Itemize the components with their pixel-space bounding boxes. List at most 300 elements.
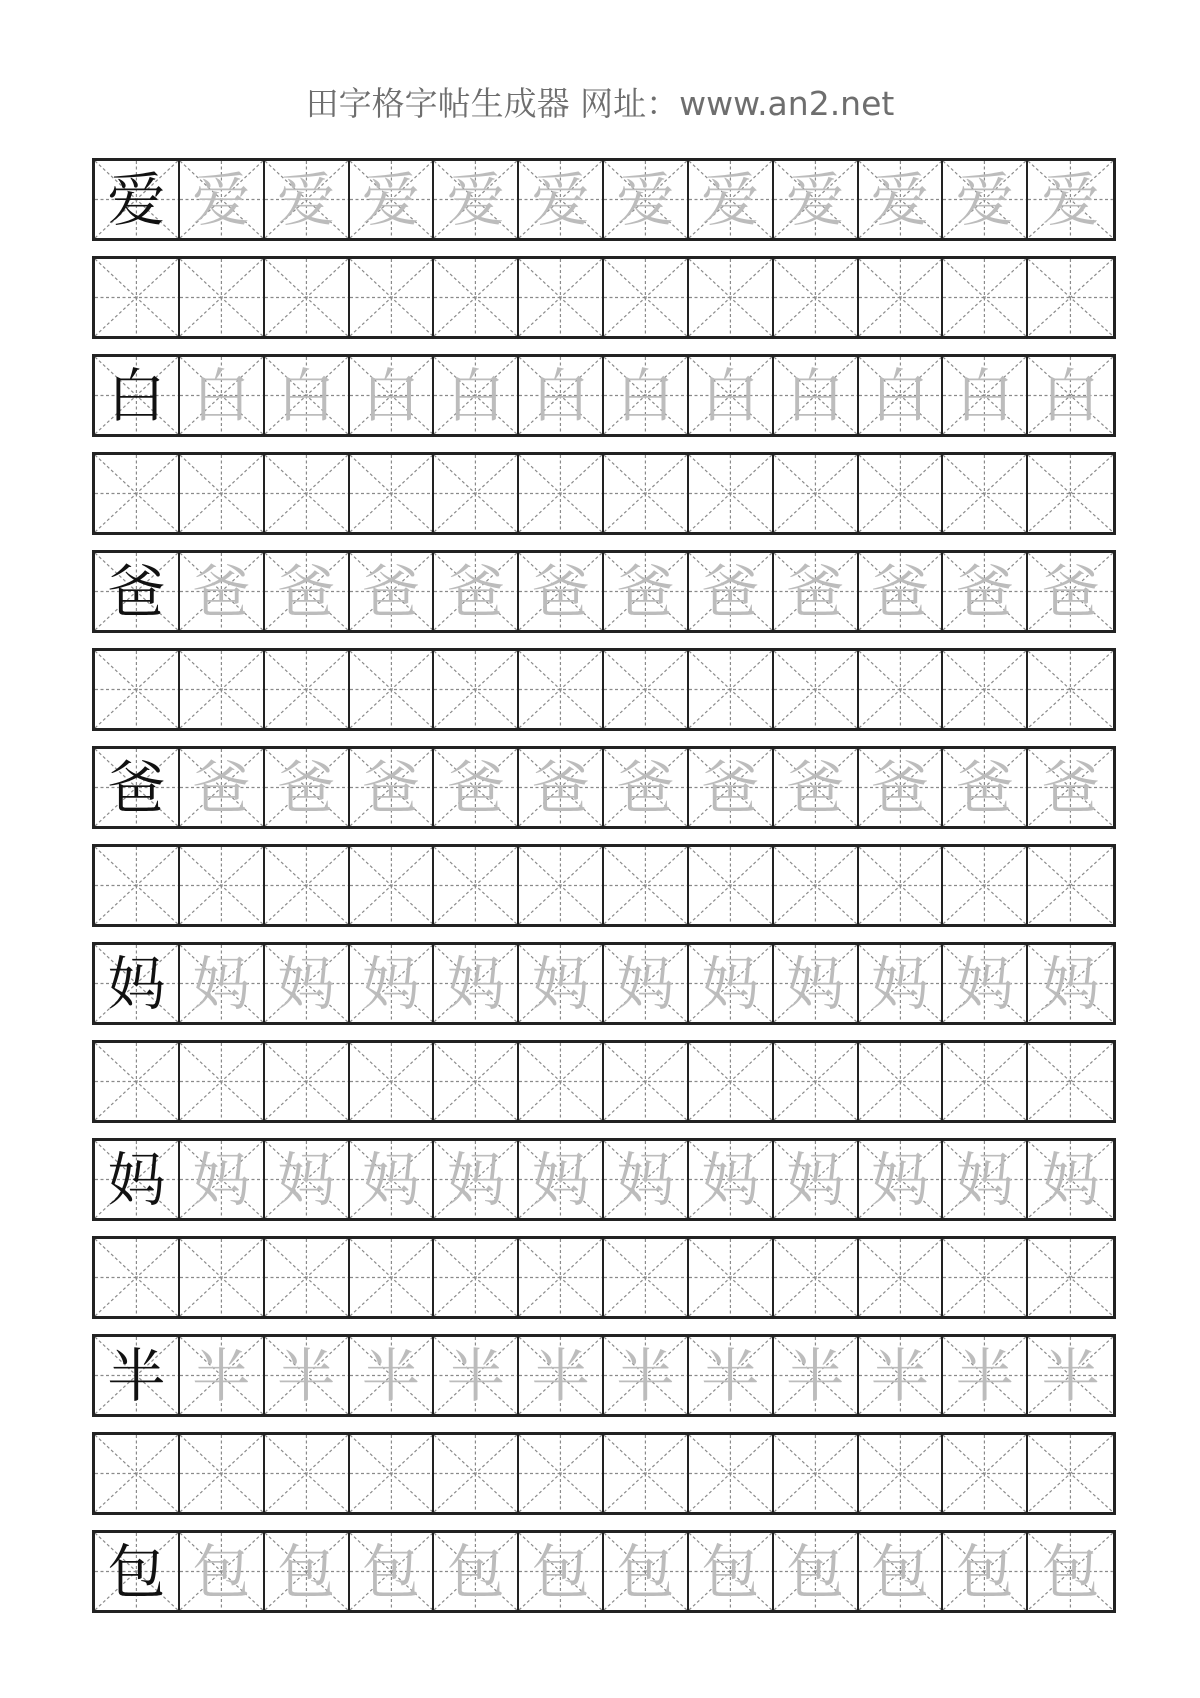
trace-character: 包 bbox=[192, 1537, 251, 1606]
model-character: 爱 bbox=[107, 165, 166, 234]
trace-character: 妈 bbox=[192, 949, 251, 1018]
grid-cell bbox=[350, 1435, 435, 1512]
cell-guide-lines bbox=[180, 1043, 263, 1120]
grid-cell bbox=[859, 1141, 944, 1218]
trace-character: 爱 bbox=[870, 165, 929, 234]
grid-cell bbox=[943, 1141, 1028, 1218]
cell-guide-lines bbox=[689, 455, 772, 532]
grid-cell bbox=[774, 1337, 859, 1414]
trace-character: 半 bbox=[1041, 1341, 1100, 1410]
trace-character: 包 bbox=[361, 1537, 420, 1606]
cell-guide-lines bbox=[434, 651, 517, 728]
grid-cell bbox=[95, 1533, 180, 1610]
grid-cell bbox=[604, 1043, 689, 1120]
grid-cell bbox=[859, 945, 944, 1022]
grid-cell bbox=[604, 945, 689, 1022]
cell-guide-lines bbox=[774, 1043, 857, 1120]
grid-cell bbox=[1028, 1337, 1113, 1414]
grid-cell bbox=[859, 847, 944, 924]
grid-cell bbox=[1028, 259, 1113, 336]
blank-practice-row bbox=[92, 648, 1116, 731]
grid-cell bbox=[774, 945, 859, 1022]
trace-character: 妈 bbox=[361, 1145, 420, 1214]
trace-character: 包 bbox=[701, 1537, 760, 1606]
trace-character: 爱 bbox=[955, 165, 1014, 234]
grid-cell bbox=[689, 1435, 774, 1512]
cell-guide-lines bbox=[434, 1239, 517, 1316]
cell-guide-lines bbox=[943, 1043, 1026, 1120]
grid-cell bbox=[265, 1337, 350, 1414]
grid-cell bbox=[434, 1141, 519, 1218]
trace-character: 包 bbox=[1041, 1537, 1100, 1606]
grid-cell bbox=[943, 1043, 1028, 1120]
trace-character: 白 bbox=[701, 361, 760, 430]
cell-guide-lines bbox=[604, 1239, 687, 1316]
grid-cell bbox=[265, 455, 350, 532]
trace-character: 妈 bbox=[1041, 1145, 1100, 1214]
practice-row bbox=[92, 1530, 1116, 1613]
grid-cell bbox=[519, 847, 604, 924]
cell-guide-lines bbox=[350, 651, 433, 728]
grid-cell bbox=[180, 161, 265, 238]
grid-cell bbox=[434, 1435, 519, 1512]
grid-cell bbox=[689, 161, 774, 238]
cell-guide-lines bbox=[1028, 847, 1113, 924]
cell-guide-lines bbox=[519, 1435, 602, 1512]
grid-cell bbox=[604, 1239, 689, 1316]
trace-character: 半 bbox=[870, 1341, 929, 1410]
grid-cell bbox=[774, 749, 859, 826]
trace-character: 妈 bbox=[531, 949, 590, 1018]
grid-cell bbox=[774, 357, 859, 434]
trace-character: 爸 bbox=[1041, 557, 1100, 626]
practice-row bbox=[92, 1138, 1116, 1221]
grid-cell bbox=[265, 161, 350, 238]
cell-guide-lines bbox=[519, 1043, 602, 1120]
grid-cell bbox=[859, 1239, 944, 1316]
trace-character: 爸 bbox=[701, 557, 760, 626]
model-character: 妈 bbox=[107, 949, 166, 1018]
grid-cell bbox=[519, 1043, 604, 1120]
cell-guide-lines bbox=[95, 259, 178, 336]
trace-character: 白 bbox=[361, 361, 420, 430]
grid-cell bbox=[689, 945, 774, 1022]
cell-guide-lines bbox=[265, 1043, 348, 1120]
grid-cell bbox=[434, 945, 519, 1022]
cell-guide-lines bbox=[943, 1435, 1026, 1512]
grid-cell bbox=[774, 1435, 859, 1512]
cell-guide-lines bbox=[350, 455, 433, 532]
model-character: 白 bbox=[107, 361, 166, 430]
trace-character: 妈 bbox=[1041, 949, 1100, 1018]
grid-cell bbox=[350, 553, 435, 630]
cell-guide-lines bbox=[859, 455, 942, 532]
cell-guide-lines bbox=[434, 1043, 517, 1120]
trace-character: 爸 bbox=[786, 753, 845, 822]
cell-guide-lines bbox=[774, 1435, 857, 1512]
trace-character: 爸 bbox=[446, 753, 505, 822]
trace-character: 爸 bbox=[870, 753, 929, 822]
trace-character: 妈 bbox=[192, 1145, 251, 1214]
cell-guide-lines bbox=[95, 847, 178, 924]
cell-guide-lines bbox=[265, 1435, 348, 1512]
grid-cell bbox=[519, 1533, 604, 1610]
grid-cell bbox=[859, 259, 944, 336]
trace-character: 白 bbox=[531, 361, 590, 430]
grid-cell bbox=[943, 1337, 1028, 1414]
grid-cell bbox=[350, 1337, 435, 1414]
grid-cell bbox=[95, 945, 180, 1022]
trace-character: 爸 bbox=[192, 753, 251, 822]
cell-guide-lines bbox=[519, 1239, 602, 1316]
cell-guide-lines bbox=[943, 651, 1026, 728]
trace-character: 半 bbox=[955, 1341, 1014, 1410]
cell-guide-lines bbox=[434, 1435, 517, 1512]
cell-guide-lines bbox=[265, 455, 348, 532]
cell-guide-lines bbox=[350, 1239, 433, 1316]
grid-cell bbox=[519, 1141, 604, 1218]
cell-guide-lines bbox=[689, 1435, 772, 1512]
cell-guide-lines bbox=[859, 1043, 942, 1120]
cell-guide-lines bbox=[943, 1239, 1026, 1316]
grid-cell bbox=[943, 847, 1028, 924]
grid-cell bbox=[95, 1337, 180, 1414]
grid-cell bbox=[519, 1435, 604, 1512]
grid-cell bbox=[1028, 357, 1113, 434]
grid-cell bbox=[943, 357, 1028, 434]
cell-guide-lines bbox=[180, 455, 263, 532]
grid-cell bbox=[434, 651, 519, 728]
trace-character: 白 bbox=[786, 361, 845, 430]
grid-cell bbox=[689, 455, 774, 532]
grid-cell bbox=[350, 1533, 435, 1610]
cell-guide-lines bbox=[180, 1239, 263, 1316]
grid-cell bbox=[265, 847, 350, 924]
trace-character: 妈 bbox=[361, 949, 420, 1018]
cell-guide-lines bbox=[180, 1435, 263, 1512]
cell-guide-lines bbox=[1028, 1435, 1113, 1512]
trace-character: 半 bbox=[361, 1341, 420, 1410]
practice-row bbox=[92, 746, 1116, 829]
grid-cell bbox=[434, 161, 519, 238]
grid-cell bbox=[943, 1435, 1028, 1512]
cell-guide-lines bbox=[859, 259, 942, 336]
trace-character: 爸 bbox=[361, 557, 420, 626]
grid-cell bbox=[265, 1141, 350, 1218]
trace-character: 爸 bbox=[277, 557, 336, 626]
trace-character: 包 bbox=[277, 1537, 336, 1606]
grid-cell bbox=[265, 749, 350, 826]
grid-cell bbox=[1028, 1435, 1113, 1512]
grid-cell bbox=[1028, 749, 1113, 826]
cell-guide-lines bbox=[95, 1043, 178, 1120]
trace-character: 妈 bbox=[277, 949, 336, 1018]
grid-cell bbox=[519, 1239, 604, 1316]
grid-cell bbox=[774, 847, 859, 924]
grid-cell bbox=[604, 1435, 689, 1512]
grid-cell bbox=[180, 1533, 265, 1610]
grid-cell bbox=[519, 1337, 604, 1414]
grid-cell bbox=[1028, 1239, 1113, 1316]
cell-guide-lines bbox=[774, 455, 857, 532]
grid-cell bbox=[1028, 1043, 1113, 1120]
grid-cell bbox=[943, 945, 1028, 1022]
cell-guide-lines bbox=[604, 651, 687, 728]
cell-guide-lines bbox=[689, 259, 772, 336]
practice-row bbox=[92, 942, 1116, 1025]
grid-cell bbox=[95, 357, 180, 434]
grid-cell bbox=[434, 553, 519, 630]
grid-cell bbox=[774, 455, 859, 532]
grid-cell bbox=[350, 455, 435, 532]
grid-cell bbox=[350, 749, 435, 826]
practice-grid bbox=[92, 158, 1116, 1628]
grid-cell bbox=[859, 1337, 944, 1414]
grid-cell bbox=[604, 1141, 689, 1218]
grid-cell bbox=[180, 1043, 265, 1120]
trace-character: 爱 bbox=[1041, 165, 1100, 234]
trace-character: 妈 bbox=[616, 1145, 675, 1214]
grid-cell bbox=[180, 1435, 265, 1512]
grid-cell bbox=[943, 1239, 1028, 1316]
grid-cell bbox=[689, 847, 774, 924]
grid-cell bbox=[95, 847, 180, 924]
trace-character: 爱 bbox=[531, 165, 590, 234]
cell-guide-lines bbox=[265, 259, 348, 336]
trace-character: 爸 bbox=[870, 557, 929, 626]
trace-character: 爸 bbox=[1041, 753, 1100, 822]
trace-character: 爱 bbox=[361, 165, 420, 234]
grid-cell bbox=[350, 1239, 435, 1316]
cell-guide-lines bbox=[434, 847, 517, 924]
grid-cell bbox=[180, 1141, 265, 1218]
grid-cell bbox=[689, 749, 774, 826]
grid-cell bbox=[180, 1337, 265, 1414]
blank-practice-row bbox=[92, 452, 1116, 535]
cell-guide-lines bbox=[180, 847, 263, 924]
cell-guide-lines bbox=[859, 847, 942, 924]
cell-guide-lines bbox=[95, 1239, 178, 1316]
cell-guide-lines bbox=[1028, 455, 1113, 532]
trace-character: 爱 bbox=[192, 165, 251, 234]
grid-cell bbox=[265, 259, 350, 336]
trace-character: 妈 bbox=[786, 1145, 845, 1214]
trace-character: 妈 bbox=[531, 1145, 590, 1214]
trace-character: 妈 bbox=[955, 1145, 1014, 1214]
grid-cell bbox=[689, 259, 774, 336]
grid-cell bbox=[1028, 161, 1113, 238]
cell-guide-lines bbox=[859, 651, 942, 728]
practice-row bbox=[92, 354, 1116, 437]
page-title: 田字格字帖生成器 网址：www.an2.net bbox=[305, 84, 895, 123]
grid-cell bbox=[689, 1239, 774, 1316]
cell-guide-lines bbox=[519, 455, 602, 532]
grid-cell bbox=[265, 1435, 350, 1512]
cell-guide-lines bbox=[689, 1043, 772, 1120]
trace-character: 爸 bbox=[786, 557, 845, 626]
grid-cell bbox=[519, 357, 604, 434]
cell-guide-lines bbox=[95, 455, 178, 532]
grid-cell bbox=[95, 1141, 180, 1218]
grid-cell bbox=[434, 1337, 519, 1414]
cell-guide-lines bbox=[604, 259, 687, 336]
cell-guide-lines bbox=[180, 259, 263, 336]
grid-cell bbox=[604, 847, 689, 924]
cell-guide-lines bbox=[350, 1043, 433, 1120]
trace-character: 白 bbox=[1041, 361, 1100, 430]
grid-cell bbox=[859, 357, 944, 434]
cell-guide-lines bbox=[350, 1435, 433, 1512]
grid-cell bbox=[689, 357, 774, 434]
blank-practice-row bbox=[92, 1432, 1116, 1515]
cell-guide-lines bbox=[604, 1435, 687, 1512]
grid-cell bbox=[519, 259, 604, 336]
trace-character: 包 bbox=[531, 1537, 590, 1606]
grid-cell bbox=[774, 1043, 859, 1120]
grid-cell bbox=[859, 1435, 944, 1512]
grid-cell bbox=[604, 749, 689, 826]
model-character: 包 bbox=[107, 1537, 166, 1606]
grid-cell bbox=[774, 1141, 859, 1218]
cell-guide-lines bbox=[350, 259, 433, 336]
grid-cell bbox=[95, 259, 180, 336]
grid-cell bbox=[519, 749, 604, 826]
trace-character: 爱 bbox=[701, 165, 760, 234]
grid-cell bbox=[519, 161, 604, 238]
grid-cell bbox=[350, 1043, 435, 1120]
grid-cell bbox=[180, 749, 265, 826]
grid-cell bbox=[859, 1043, 944, 1120]
grid-cell bbox=[943, 651, 1028, 728]
cell-guide-lines bbox=[774, 651, 857, 728]
trace-character: 爸 bbox=[531, 557, 590, 626]
grid-cell bbox=[265, 651, 350, 728]
trace-character: 白 bbox=[870, 361, 929, 430]
cell-guide-lines bbox=[1028, 1043, 1113, 1120]
grid-cell bbox=[95, 1239, 180, 1316]
trace-character: 半 bbox=[446, 1341, 505, 1410]
grid-cell bbox=[1028, 847, 1113, 924]
grid-cell bbox=[943, 749, 1028, 826]
grid-cell bbox=[265, 945, 350, 1022]
grid-cell bbox=[604, 651, 689, 728]
trace-character: 妈 bbox=[870, 949, 929, 1018]
grid-cell bbox=[265, 553, 350, 630]
grid-cell bbox=[1028, 553, 1113, 630]
trace-character: 包 bbox=[955, 1537, 1014, 1606]
trace-character: 半 bbox=[701, 1341, 760, 1410]
grid-cell bbox=[604, 1533, 689, 1610]
grid-cell bbox=[519, 455, 604, 532]
grid-cell bbox=[95, 749, 180, 826]
grid-cell bbox=[859, 161, 944, 238]
trace-character: 半 bbox=[192, 1341, 251, 1410]
grid-cell bbox=[943, 553, 1028, 630]
cell-guide-lines bbox=[434, 259, 517, 336]
trace-character: 爸 bbox=[955, 557, 1014, 626]
grid-cell bbox=[350, 357, 435, 434]
trace-character: 半 bbox=[277, 1341, 336, 1410]
trace-character: 妈 bbox=[277, 1145, 336, 1214]
cell-guide-lines bbox=[519, 651, 602, 728]
grid-cell bbox=[604, 161, 689, 238]
grid-cell bbox=[265, 1533, 350, 1610]
practice-row bbox=[92, 550, 1116, 633]
grid-cell bbox=[180, 259, 265, 336]
grid-cell bbox=[180, 553, 265, 630]
cell-guide-lines bbox=[265, 1239, 348, 1316]
grid-cell bbox=[519, 651, 604, 728]
cell-guide-lines bbox=[1028, 1239, 1113, 1316]
grid-cell bbox=[434, 1043, 519, 1120]
trace-character: 白 bbox=[192, 361, 251, 430]
trace-character: 半 bbox=[531, 1341, 590, 1410]
grid-cell bbox=[774, 259, 859, 336]
grid-cell bbox=[774, 651, 859, 728]
grid-cell bbox=[689, 651, 774, 728]
trace-character: 半 bbox=[616, 1341, 675, 1410]
grid-cell bbox=[774, 553, 859, 630]
grid-cell bbox=[350, 161, 435, 238]
grid-cell bbox=[604, 455, 689, 532]
grid-cell bbox=[434, 455, 519, 532]
grid-cell bbox=[943, 1533, 1028, 1610]
grid-cell bbox=[180, 847, 265, 924]
trace-character: 妈 bbox=[616, 949, 675, 1018]
trace-character: 爸 bbox=[531, 753, 590, 822]
grid-cell bbox=[859, 1533, 944, 1610]
grid-cell bbox=[180, 455, 265, 532]
cell-guide-lines bbox=[689, 651, 772, 728]
trace-character: 爸 bbox=[446, 557, 505, 626]
grid-cell bbox=[604, 357, 689, 434]
cell-guide-lines bbox=[689, 1239, 772, 1316]
trace-character: 爱 bbox=[277, 165, 336, 234]
grid-cell bbox=[95, 553, 180, 630]
trace-character: 爸 bbox=[616, 753, 675, 822]
trace-character: 妈 bbox=[955, 949, 1014, 1018]
trace-character: 爸 bbox=[192, 557, 251, 626]
trace-character: 包 bbox=[616, 1537, 675, 1606]
cell-guide-lines bbox=[604, 1043, 687, 1120]
grid-cell bbox=[519, 945, 604, 1022]
model-character: 爸 bbox=[107, 753, 166, 822]
trace-character: 爱 bbox=[786, 165, 845, 234]
grid-cell bbox=[434, 357, 519, 434]
cell-guide-lines bbox=[1028, 259, 1113, 336]
trace-character: 半 bbox=[786, 1341, 845, 1410]
cell-guide-lines bbox=[265, 651, 348, 728]
model-character: 半 bbox=[107, 1341, 166, 1410]
cell-guide-lines bbox=[943, 455, 1026, 532]
cell-guide-lines bbox=[859, 1239, 942, 1316]
grid-cell bbox=[774, 1239, 859, 1316]
cell-guide-lines bbox=[604, 847, 687, 924]
grid-cell bbox=[265, 357, 350, 434]
grid-cell bbox=[1028, 455, 1113, 532]
cell-guide-lines bbox=[859, 1435, 942, 1512]
model-character: 妈 bbox=[107, 1145, 166, 1214]
trace-character: 妈 bbox=[446, 1145, 505, 1214]
grid-cell bbox=[95, 161, 180, 238]
cell-guide-lines bbox=[943, 847, 1026, 924]
grid-cell bbox=[95, 1043, 180, 1120]
grid-cell bbox=[265, 1239, 350, 1316]
grid-cell bbox=[350, 1141, 435, 1218]
trace-character: 白 bbox=[955, 361, 1014, 430]
grid-cell bbox=[180, 945, 265, 1022]
grid-cell bbox=[350, 259, 435, 336]
